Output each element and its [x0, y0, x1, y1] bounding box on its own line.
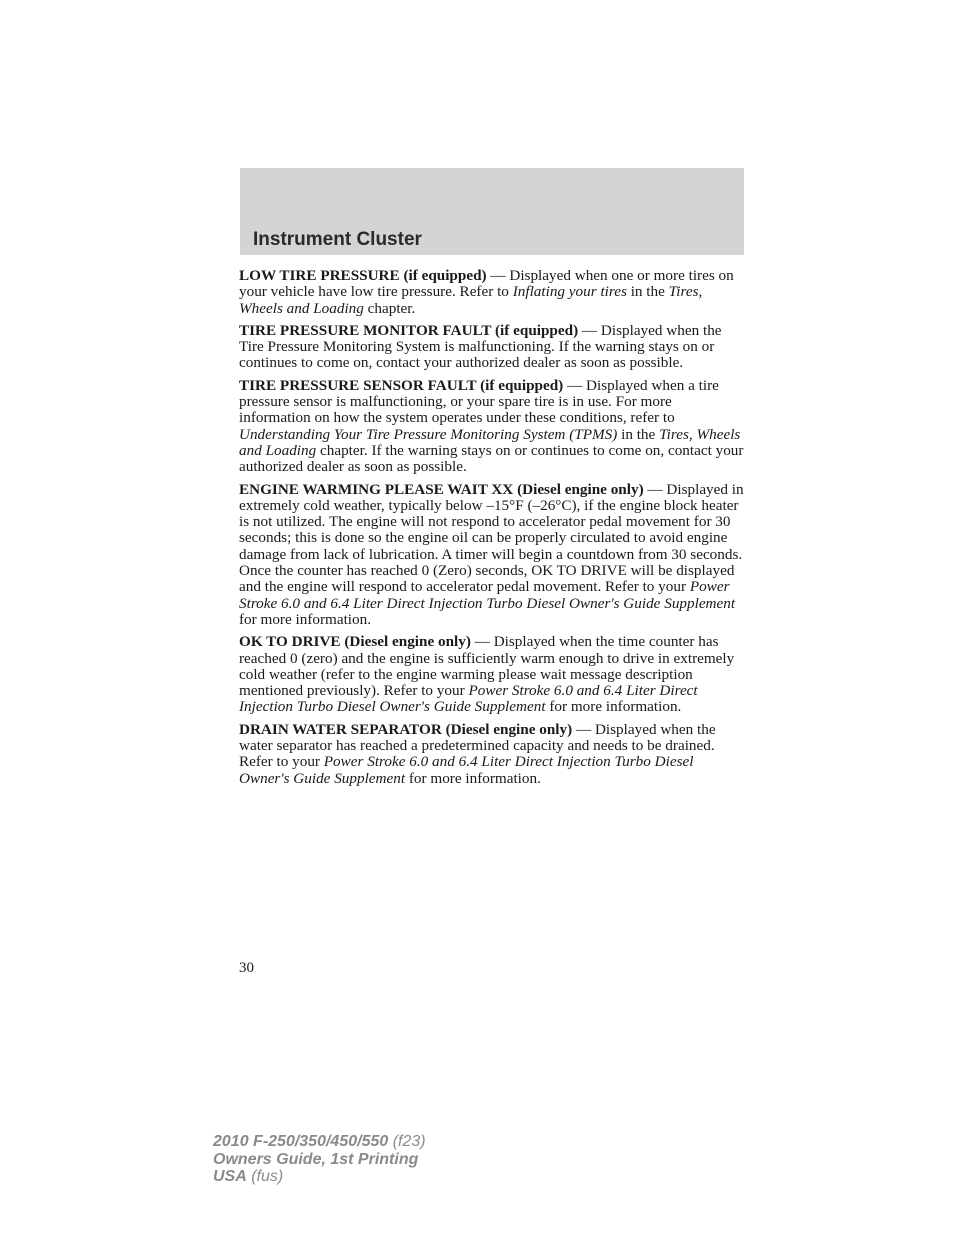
- footer-printing-line: Owners Guide, 1st Printing: [213, 1150, 419, 1168]
- document-footer: [213, 1133, 426, 1186]
- entry-low-tire-pressure: [239, 268, 745, 317]
- entry-reference: Tires, Wheels and Loading: [239, 283, 703, 317]
- entry-text: — Displayed when a tire pressure sensor is malfunctioning, or your spare tire is in use. For more information on how the system operates under these conditions, refer to: [239, 376, 719, 427]
- entry-text: for more information.: [239, 610, 372, 628]
- chapter-header-band: [240, 168, 744, 255]
- page-number: 30: [239, 960, 254, 976]
- entry-text: — Displayed when the Tire Pressure Monitoring System is malfunctioning. If the warning stays on or continues to come on, contact your authorized dealer as soon as possible.: [239, 321, 722, 372]
- entry-reference: Power Stroke 6.0 and 6.4 Liter Direct Injection Turbo Diesel Owner's Guide Supplement: [239, 682, 698, 716]
- footer-model-code: (f23): [388, 1133, 426, 1150]
- footer-model: 2010 F-250/350/450/550: [213, 1133, 389, 1150]
- entry-text: for more information.: [545, 698, 682, 716]
- entry-text: — Displayed when the water separator has reached a predetermined capacity and needs to be drained. Refer to your: [239, 720, 716, 771]
- entry-engine-warming: [239, 482, 745, 629]
- entry-text: for more information.: [405, 769, 541, 787]
- entry-text: — Displayed when one or more tires on your vehicle have low tire pressure. Refer to: [239, 267, 734, 301]
- entry-text: — Displayed when the time counter has reached 0 (zero) and the engine is sufficiently warm enough to drive in extremely cold weather (refer to the engine warming please wait message description mentioned previously). Refer to your: [239, 633, 735, 700]
- entry-drain-water-separator: [239, 722, 745, 787]
- entry-term: LOW TIRE PRESSURE (if equipped): [239, 267, 487, 284]
- entry-tire-pressure-sensor-fault: [239, 378, 745, 476]
- footer-market-line: [213, 1168, 426, 1186]
- footer-market: USA: [213, 1168, 247, 1185]
- entry-text: chapter.: [363, 299, 416, 317]
- entry-text: in the: [626, 283, 669, 301]
- entry-text: in the: [617, 425, 660, 443]
- entry-ok-to-drive: [239, 634, 745, 715]
- entry-term: DRAIN WATER SEPARATOR (Diesel engine only): [239, 720, 573, 738]
- entry-tire-pressure-monitor-fault: [239, 323, 745, 372]
- entry-reference: Inflating your tires: [512, 283, 627, 301]
- entry-text: — Displayed in extremely cold weather, typically below –15°F (–26°C), if the engine block heater is not utilized. The engine will not respond to accelerator pedal movement for 30 seconds; this is done so the engine oil can be properly circulated to avoid engine damage from lack of lubrication. A timer will begin a countdown from 30 seconds. Once the counter has reached 0 (Zero) seconds, OK TO DRIVE will be displayed and the engine will respond to accelerator pedal movement. Refer to your: [239, 480, 744, 596]
- chapter-title: Instrument Cluster: [253, 229, 422, 250]
- entry-reference: Understanding Your Tire Pressure Monitoring System (TPMS): [239, 425, 618, 443]
- footer-market-code: (fus): [246, 1168, 284, 1185]
- footer-model-line: [213, 1133, 426, 1151]
- page-content: [239, 268, 745, 793]
- entry-term: TIRE PRESSURE SENSOR FAULT (if equipped): [239, 376, 564, 394]
- entry-reference: Power Stroke 6.0 and 6.4 Liter Direct Injection Turbo Diesel Owner's Guide Supplement: [239, 578, 736, 612]
- entry-reference: Power Stroke 6.0 and 6.4 Liter Direct Injection Turbo Diesel Owner's Guide Supplement: [239, 753, 694, 787]
- entry-term: OK TO DRIVE (Diesel engine only): [239, 633, 471, 651]
- entry-text: chapter. If the warning stays on or continues to come on, contact your authorized dealer as soon as possible.: [239, 441, 744, 476]
- entry-term: ENGINE WARMING PLEASE WAIT XX (Diesel engine only): [239, 480, 644, 498]
- entry-reference: Tires, Wheels and Loading: [239, 425, 741, 459]
- entry-term: TIRE PRESSURE MONITOR FAULT (if equipped): [239, 321, 579, 339]
